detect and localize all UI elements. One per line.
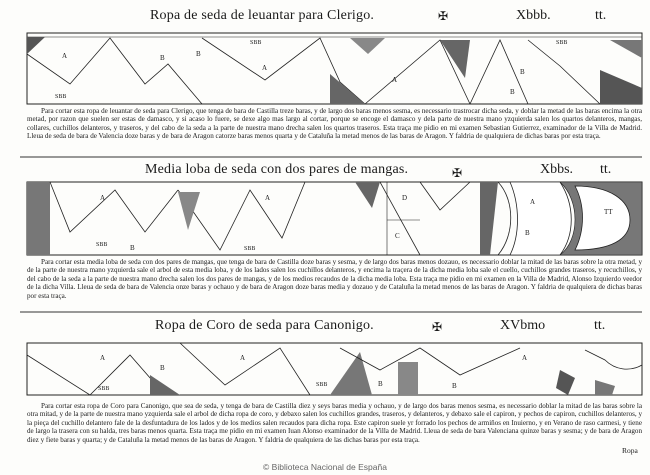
- pattern-2-letter: D: [402, 194, 408, 202]
- pattern-2-letter: SBB: [96, 242, 108, 248]
- pattern-1-letter: SBB: [55, 94, 67, 100]
- pattern-1: [27, 33, 642, 104]
- pattern-3-letter: A: [522, 354, 528, 362]
- pattern-1-letter: B: [196, 50, 201, 58]
- pattern-3-letter: B: [378, 380, 383, 388]
- pattern-1-letter: A: [62, 52, 68, 60]
- catchword: Ropa: [622, 446, 638, 455]
- pattern-3: [27, 343, 642, 395]
- pattern-2-letter: B: [525, 229, 530, 237]
- section-3-paragraph: Para cortar esta ropa de Coro para Canonigo, que sea de seda, y tenga de bara de Castilla diez y seys baras media y ochauo, y de largo dos baras menos sesma, es necessario doblar la mitad de las baras sobre la otra mitad, y de la parte de nuestra mano yzquierda sale el arbol de dicha ropa de coro, y debaxo salen los cuchillos grandes, traseros, y delanteros, y debaxo sale el capiron, y pechos de capiron, cuchillos delanteros, y la pieça del cuchillo delantero fale de la desfuntadura de los lados y de los medios salen recaudos para dicha ropa. Este capiron suele yr forrado los pechos de armiños en Inuierno, y en Verano de raso carmesi, y tiene de largo la trasera con su halda, tres baras menos quarta. Esta traça me pidio en mi examen Iuan Alonso examinador de la Villa de Madrid. Lleua de seda de bara Valenciana quinze baras y sesma; y de bara de Aragon diez y fiete baras y quarta; y de Cataluña la metad menos de las baras de Aragon. Y faldria de qualquiera de las dichas baras por esta traça.: [27, 402, 642, 444]
- pattern-1-letter: B: [520, 68, 525, 76]
- pattern-2-letter: C: [395, 232, 400, 240]
- pattern-2-letter: TT: [604, 208, 613, 216]
- section-3-title: Ropa de Coro de seda para Canonigo.: [155, 318, 374, 333]
- pattern-2-letter: B: [130, 244, 135, 252]
- section-2-paragraph: Para cortar esta media loba de seda con dos pares de mangas, que tenga de bara de Castilla doze baras y sesma, y de largo dos baras menos dozauo, es necessario doblar la mitad de las baras sobre la otra metad, y de la parte de nuestra mano yzquierda sale el arbol de esta media loba, y de los lados salen los cuchillos delanteros, y encima la traçera de la dicha media loba sale el cuello, cuchillos grandes traseros, y recuchillos, y del cabo de la seda a la parte de nuestra mano drecha salen los dos pares de mangas, y de los medios recaudos de la dicha media loba. Esta traça me pidio en mi examen en la Villa de Madrid, Alonso Izquierdo veedor de la dicha Villa. Lleua de seda de bara de Valencia onze baras y ochauo y de bara de Aragon doze baras media y dozauo y de Cataluña la metad menos de las baras de Aragon. Y faldria de qualquiera de dichas baras por esta traça.: [27, 258, 642, 300]
- pattern-1-letter: B: [160, 54, 165, 62]
- section-1-paragraph: Para cortar esta ropa de leuantar de seda para Clerigo, que tenga de bara de Castilla treze baras, y de largo dos baras menos sesma, es necessario trastrocar dicha seda, y doblar la metad de las baras encima la otra metad, por razon que suelen ser estas de damasco, y si acaso lo fuere, se dexe algo mas largo al cortar, porque se encoge el damasco y dela parte de nuestra mano yzquierda salen los quartos delanteros, mangas, collares, cuchillos delanteros, y traseros, y del cabo de la seda a la parte de nuestra mano drecha salen los quartos traseros. Esta traça me pidio en mi examen Sebastian Gutierrez, examinador de la Villa de Madrid. Lleua de seda de bara de Valencia doze baras y de bara de Aragon catorze baras menos quarta y de Cataluña la metad menos de las baras de Aragon. Y faldria de qualquiera de dichas baras por esta traça.: [27, 107, 642, 141]
- pattern-3-letter: B: [452, 382, 457, 390]
- pattern-1-letter: SBB: [250, 40, 262, 46]
- section-2-folio: Xbbs.: [540, 162, 574, 177]
- pattern-1-letter: A: [392, 76, 398, 84]
- pattern-3-letter: A: [100, 354, 106, 362]
- pattern-1-letter: B: [510, 88, 515, 96]
- section-2-title: Media loba de seda con dos pares de mangas.: [145, 162, 409, 177]
- section-1-folio: Xbbb.: [516, 8, 551, 23]
- pattern-1-letter: A: [262, 64, 268, 72]
- pattern-2-letter: A: [265, 194, 271, 202]
- pattern-3-letter: SBB: [316, 382, 328, 388]
- section-3-folio-right: tt.: [594, 318, 606, 333]
- cross-ornament-icon: ✠: [438, 9, 449, 23]
- pattern-1-letter: SBB: [556, 40, 568, 46]
- cross-ornament-icon: ✠: [452, 166, 463, 180]
- pattern-3-letter: SBB: [98, 386, 110, 392]
- pattern-2-letter: A: [100, 194, 106, 202]
- copyright-footer: © Biblioteca Nacional de España: [263, 462, 387, 472]
- pattern-2-letter: A: [530, 198, 536, 206]
- section-1-folio-right: tt.: [595, 8, 607, 23]
- section-2-folio-right: tt.: [600, 162, 612, 177]
- pattern-2-letter: SBB: [244, 246, 256, 252]
- cross-ornament-icon: ✠: [432, 320, 443, 334]
- section-1-title: Ropa de seda de leuantar para Clerigo.: [150, 8, 375, 23]
- pattern-3-letter: B: [160, 364, 165, 372]
- section-3-folio: XVbmo: [500, 318, 546, 333]
- pattern-2: [27, 182, 642, 255]
- pattern-3-letter: A: [240, 354, 246, 362]
